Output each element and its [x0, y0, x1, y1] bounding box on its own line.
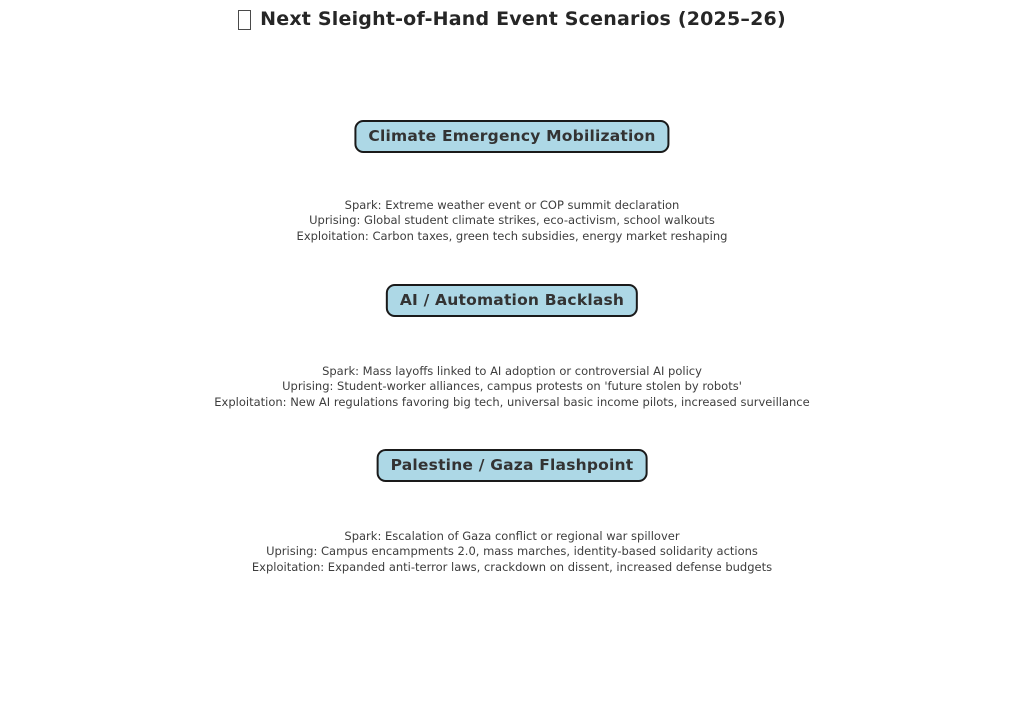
- scenario-spark-line: Spark: Mass layoffs linked to AI adoption or controversial AI policy: [322, 364, 702, 378]
- page-title-text: Next Sleight-of-Hand Event Scenarios (2025–26): [260, 8, 786, 30]
- scenario-details-ai-automation: [0, 364, 1024, 410]
- scenario-spark-line: Spark: Extreme weather event or COP summit declaration: [344, 198, 680, 212]
- scenario-box-climate: [354, 120, 669, 153]
- crystal-ball-missing-glyph-icon: [238, 10, 251, 30]
- scenario-box-palestine-gaza: [377, 449, 648, 482]
- scenario-uprising-line: Uprising: Global student climate strikes, eco-activism, school walkouts: [309, 213, 715, 228]
- scenario-details-climate: [0, 198, 1024, 244]
- scenario-exploitation-line: Exploitation: Carbon taxes, green tech subsidies, energy market reshaping: [296, 228, 728, 243]
- scenario-details-palestine-gaza: [0, 529, 1024, 575]
- scenario-uprising-line: Uprising: Student-worker alliances, campus protests on 'future stolen by robots': [282, 379, 742, 394]
- scenario-exploitation-line: Exploitation: New AI regulations favoring big tech, universal basic income pilots, increased surveillance: [214, 394, 810, 409]
- scenario-box-label: Climate Emergency Mobilization: [368, 127, 656, 145]
- scenario-box-label: AI / Automation Backlash: [399, 291, 625, 309]
- scenario-spark-line: Spark: Escalation of Gaza conflict or regional war spillover: [344, 529, 680, 543]
- scenario-box-label: Palestine / Gaza Flashpoint: [390, 456, 634, 474]
- page-title: [0, 8, 1024, 30]
- scenario-exploitation-line: Exploitation: Expanded anti-terror laws, crackdown on dissent, increased defense budgets: [251, 559, 773, 574]
- scenario-uprising-line: Uprising: Campus encampments 2.0, mass marches, identity-based solidarity actions: [266, 544, 758, 559]
- scenario-box-ai-automation: [386, 284, 638, 317]
